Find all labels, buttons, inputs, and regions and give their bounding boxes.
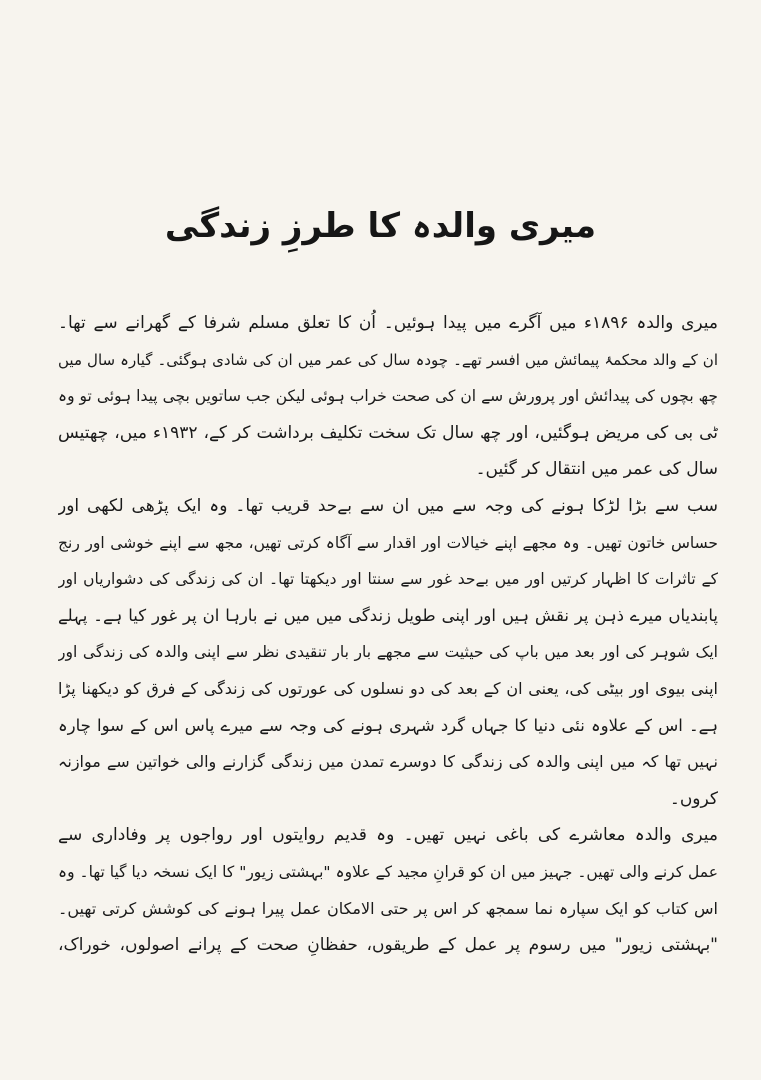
text-line: عمل کرنے والی تھیں۔ جہیز میں ان کو قرانِ مجید کے علاوہ "بہشتی زیور" کا ایک نسخہ دیا گیا تھا۔ وہ [58, 862, 718, 881]
text-line: سب سے بڑا لڑکا ہونے کی وجہ سے میں ان سے بےحد قریب تھا۔ وہ ایک پڑھی لکھی اور [58, 495, 718, 516]
text-line: ایک شوہر کی اور بعد میں باپ کی حیثیت سے مجھے بار بار تنقیدی نظر سے اپنی والدہ کی زندگی اور [58, 643, 718, 662]
text-line: "بہشتی زیور" میں رسوم پر عمل کے طریقوں، حفظانِ صحت کے پرانے اصولوں، خوراک، [58, 935, 718, 956]
text-line: میری والدہ معاشرے کی باغی نہیں تھیں۔ وہ قدیم روایتوں اور رواجوں پر وفاداری سے [58, 825, 718, 846]
text-line: میری والدہ ۱۸۹۶ء میں آگرے میں پیدا ہوئیں۔ اُن کا تعلق مسلم شرفا کے گھرانے سے تھا۔ [58, 313, 718, 333]
text-line: کے تاثرات کا اظہار کرتیں اور میں بےحد غور سے سنتا اور دیکھتا تھا۔ ان کی زندگی کی دشواریاں اور [58, 570, 718, 589]
text-line: ہے۔ اس کے علاوہ نئی دنیا کا جہاں گرد شہری ہونے کی وجہ سے میرے پاس اس کے سوا چارہ [58, 715, 718, 735]
text-line: حساس خاتون تھیں۔ وہ مجھے اپنے خیالات اور اقدار سے آگاہ کرتی تھیں، مجھ سے اپنے خوشی اور رنج [58, 533, 718, 552]
text-line: ٹی بی کی مریض ہوگئیں، اور چھ سال تک سخت تکلیف برداشت کر کے، ۱۹۳۲ء میں، چھتیس [58, 422, 718, 443]
text-line: پابندیاں میرے ذہن پر نقش ہیں اور اپنی طویل زندگی میں میں نے بارہا ان پر غور کیا ہے۔ پہلے [58, 605, 718, 625]
page-title: میری والدہ کا طرزِ زندگی [164, 206, 597, 246]
text-line: نہیں تھا کہ میں اپنی والدہ کی زندگی کا دوسرے تمدن میں زندگی گزارنے والی خواتین سے موازنہ [58, 752, 718, 772]
text-line: چھ بچوں کی پیدائش اور پرورش سے ان کی صحت خراب ہوئی لیکن جب ساتویں بچی پیدا ہوئی تو وہ [58, 387, 718, 406]
text-line: سال کی عمر میں انتقال کر گئیں۔ [475, 459, 718, 480]
text-line: ان کے والد محکمۂ پیمائش میں افسر تھے۔ چودہ سال کی عمر میں ان کی شادی ہوگئی۔ گیارہ سال میں [58, 350, 718, 369]
document-body [58, 305, 718, 964]
text-line: اپنی بیوی اور بیٹی کی، یعنی ان کے بعد کی دو نسلوں کی عورتوں کی زندگی کے فرق کو دیکھنا پڑا [58, 678, 718, 698]
text-line: کروں۔ [669, 788, 718, 809]
text-line: اس کتاب کو ایک سپارہ نما سمجھ کر اس پر حتی الامکان عمل پیرا ہونے کی کوشش کرتی تھیں۔ [58, 898, 718, 918]
